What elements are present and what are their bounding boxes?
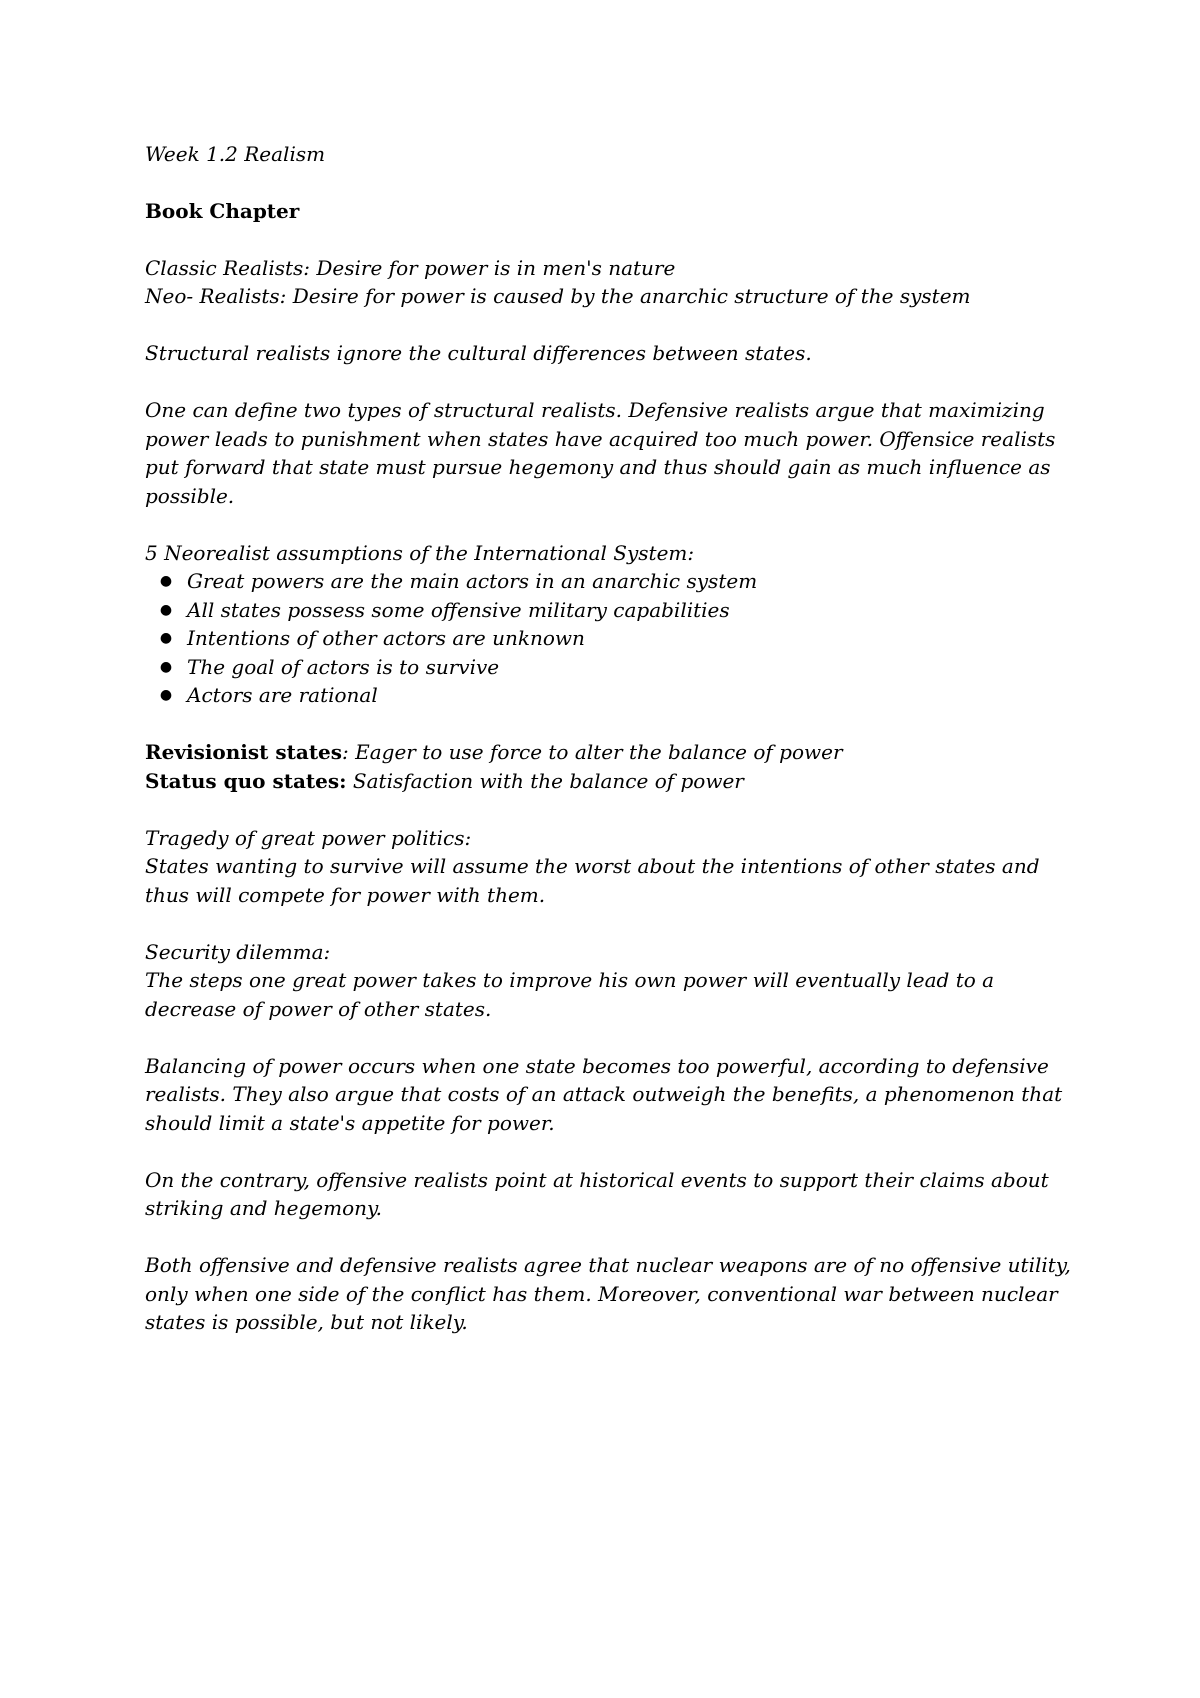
assumptions-intro: 5 Neorealist assumptions of the International System: — [145, 540, 695, 565]
tragedy-heading: Tragedy of great power politics: — [145, 825, 472, 850]
classic-realists-line: Classic Realists: Desire for power is in men's nature — [145, 255, 676, 280]
list-item-text: Actors are rational — [187, 683, 378, 707]
list-item-text: The goal of actors is to survive — [187, 654, 500, 679]
document-page — [145, 140, 1075, 1337]
status-quo-text: Satisfaction with the balance of power — [346, 768, 744, 793]
list-item-text: All states possess some offensive military capabilities — [187, 597, 730, 622]
list-item-text: Intentions of other actors are unknown — [187, 626, 585, 650]
security-heading: Security dilemma: — [145, 939, 331, 964]
revisionist-text: : Eager to use force to alter the balance of power — [342, 740, 843, 764]
offensive-paragraph: On the contrary, offensive realists point at historical events to support their claims about striking and hegemony. — [145, 1167, 1049, 1220]
list-item — [145, 567, 1075, 596]
assumptions-list — [145, 567, 1075, 710]
security-paragraph: The steps one great power takes to improve his own power will eventually lead to a decrease of power of other states. — [145, 968, 995, 1021]
tragedy-paragraph: States wanting to survive will assume the worst about the intentions of other states and thus will compete for power with them. — [145, 854, 1040, 907]
document-title: Week 1.2 Realism — [145, 142, 326, 166]
balancing-paragraph: Balancing of power occurs when one state becomes too powerful, according to defensive realists. They also argue that costs of an attack outweigh the benefits, a phenomenon that should limit a state's appetite for power. — [145, 1053, 1063, 1135]
revisionist-line — [145, 738, 1075, 767]
structural-realists-paragraph: Structural realists ignore the cultural differences between states. — [145, 341, 812, 365]
bullet-icon: ● — [159, 573, 173, 589]
status-quo-line — [145, 767, 1075, 796]
revisionist-label: Revisionist states — [145, 740, 343, 764]
bullet-icon: ● — [159, 658, 173, 675]
nuclear-paragraph: Both offensive and defensive realists agree that nuclear weapons are of no offensive utility, only when one side of the conflict has them. Moreover, conventional war between nuclear states is possible, but not likely. — [145, 1253, 1071, 1334]
neo-realists-line: Neo- Realists: Desire for power is caused by the anarchic structure of the system — [145, 284, 971, 308]
bullet-icon: ● — [159, 601, 173, 618]
list-item — [145, 653, 1075, 682]
section-heading: Book Chapter — [145, 198, 300, 223]
list-item-text: Great powers are the main actors in an anarchic system — [187, 569, 758, 593]
list-item — [145, 681, 1075, 710]
bullet-icon: ● — [159, 687, 173, 703]
list-item — [145, 624, 1075, 653]
list-item — [145, 596, 1075, 625]
two-types-paragraph: One can define two types of structural realists. Defensive realists argue that maximizing power leads to punishment when states have acquired too much power. Offensice realists put forward that state must pursue hegemony and thus should gain as much influence as possible. — [145, 398, 1056, 508]
status-quo-label: Status quo states: — [145, 768, 347, 793]
bullet-icon: ● — [159, 630, 173, 646]
